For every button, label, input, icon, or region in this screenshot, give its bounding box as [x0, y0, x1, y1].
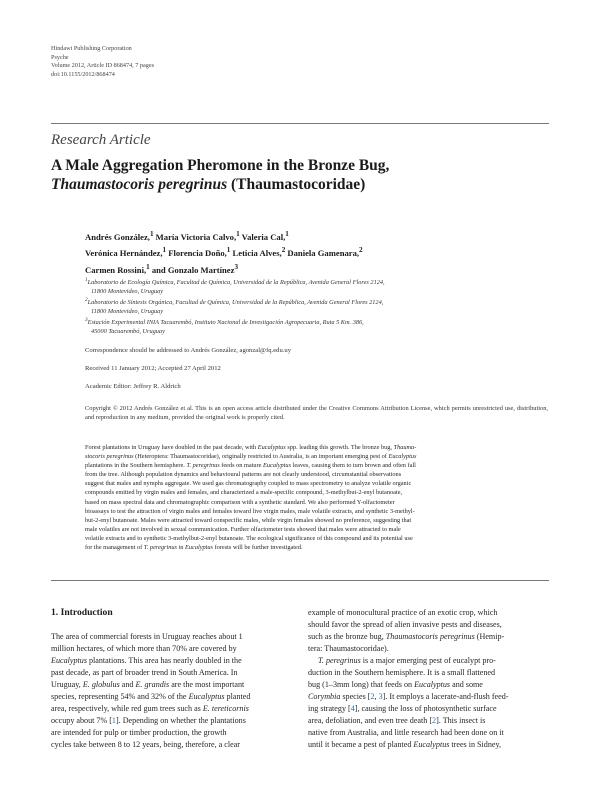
- text-run: past decade, as part of broader trend in South America. In: [51, 668, 238, 677]
- text-run: are intended for pulp or timber production, the growth: [51, 728, 227, 737]
- text-run: area, defoliation, and even tree death [: [308, 716, 433, 725]
- abstract-line: [85, 543, 549, 552]
- text-run: occupy about 7% [: [51, 716, 112, 725]
- abstract-line: [85, 461, 549, 470]
- title-line-1: A Male Aggregation Pheromone in the Bronze Bug,: [51, 157, 390, 174]
- author-affiliation-mark: 3: [234, 262, 239, 271]
- abstract: [85, 443, 549, 552]
- text-run: ], causing the loss of photosynthetic surface: [354, 704, 497, 713]
- body-line: [51, 679, 292, 691]
- affiliation-mark: 2: [85, 297, 88, 304]
- text-run: are the most important: [169, 680, 245, 689]
- author-name: and Gonzalo Martínez: [149, 264, 235, 275]
- author-list: [85, 228, 363, 277]
- italic-text: Thauma-: [393, 444, 417, 451]
- body-line: [308, 715, 549, 727]
- text-run: (Hemip-: [474, 632, 505, 641]
- author-affiliation-mark: 1: [226, 246, 231, 255]
- text-run: ing strategy [: [308, 704, 351, 713]
- affiliation-city: 11800 Montevideo, Uruguay: [91, 308, 164, 316]
- text-run: leaves, causing them to turn brown and often fall: [291, 462, 416, 470]
- affiliation-text: Laboratorio de Síntesis Orgánica, Facultad de Química, Universidad de la República, Avenida General Flores 2124,: [87, 299, 384, 307]
- author-affiliation-mark: 2: [281, 246, 286, 255]
- italic-text: Eucalyptus: [257, 444, 286, 451]
- author-affiliation-mark: 1: [285, 230, 289, 238]
- text-run: area, respectively, while red gum trees such as: [51, 704, 203, 713]
- text-run: ,: [374, 692, 379, 701]
- italic-text: Eucalyptus: [388, 453, 417, 461]
- abstract-line: [85, 488, 549, 497]
- body-line: [51, 739, 292, 751]
- italic-text: Eucalyptus: [414, 680, 451, 689]
- body-line: [308, 667, 549, 679]
- author-name: Valeria Cal,: [239, 231, 286, 242]
- title-line-2: [51, 175, 551, 194]
- affiliations: [85, 276, 385, 336]
- abstract-line: [85, 470, 549, 479]
- copyright-notice: Copyright © 2012 Andrés González et al. This is an open access article distributed under the Creative Commons Attribution License, which permits unrestricted use, distribution, and reproduction in any medium, provided the original work is properly cited.: [85, 405, 548, 421]
- body-line: [51, 667, 292, 679]
- text-run: compounds emitted by virgin males and females, and characterized a male-specific compound, 3-methylbut-2-enyl butanoate,: [85, 489, 403, 497]
- text-run: Uruguay,: [51, 680, 83, 689]
- body-line: [308, 655, 549, 667]
- journal-header: [51, 45, 154, 79]
- text-run: bug (1–3mm long) that feeds on: [308, 680, 415, 689]
- text-run: species, representing 54% and 32% of the: [51, 692, 189, 701]
- text-run: species [: [340, 692, 371, 701]
- text-run: duction in the Southern hemisphere. It is a small flattened: [308, 668, 496, 677]
- citation-link[interactable]: 2: [432, 716, 437, 725]
- text-run: bioassays to test the attraction of virgin males and females toward live virgin males, male volatile extracts, and synthetic 3-methyl-: [85, 507, 415, 515]
- italic-text: stocoris peregrinus: [85, 453, 134, 461]
- body-line: [308, 643, 549, 655]
- author-affiliation-mark: 1: [149, 230, 154, 238]
- author-line: [85, 228, 363, 244]
- body-column-left: [51, 631, 292, 751]
- body-line: [51, 727, 292, 739]
- citation-link[interactable]: 2: [370, 692, 375, 701]
- italic-text: Corymbia: [308, 692, 341, 701]
- text-run: tera: Thaumastocoridae).: [308, 644, 389, 653]
- abstract-line: [85, 534, 549, 543]
- text-run: plantations in the Southern hemisphere.: [85, 462, 187, 470]
- author-name: Daniela Gamenara,: [285, 248, 360, 259]
- section-heading: 1. Introduction: [51, 607, 113, 618]
- author-name: Verónica Hernández,: [85, 248, 163, 259]
- text-run: feeds on mature: [219, 462, 264, 470]
- italic-text: Eucalyptus: [185, 544, 214, 552]
- text-run: ]. It employs a lacerate-and-flush feed-: [382, 692, 509, 701]
- text-run: plantations. This area has nearly doubled in the: [86, 656, 242, 665]
- abstract-line: [85, 452, 549, 461]
- publisher-name: Hindawi Publishing Corporation: [51, 45, 132, 52]
- page-title: [51, 156, 551, 194]
- abstract-line: [85, 516, 549, 525]
- text-run: ]. This insect is: [436, 716, 486, 725]
- body-line: [308, 691, 549, 703]
- body-line: [51, 691, 292, 703]
- correspondence: Correspondence should be addressed to Andrés González, agonzal@fq.edu.uy: [85, 347, 292, 354]
- body-line: [51, 655, 292, 667]
- article-type: Research Article: [51, 132, 151, 148]
- body-line: [308, 679, 549, 691]
- text-run: suggest that males and nymphs aggregate. We used gas chromatography coupled to mass spectrometry to analyze volatile organic: [85, 480, 412, 488]
- species-name: Thaumastocoris peregrinus: [51, 176, 228, 193]
- text-run: ]. Depending on whether the plantations: [115, 716, 246, 725]
- text-run: is a major emerging pest of eucalypt pro-: [360, 656, 496, 665]
- italic-text: T. peregrinus: [143, 544, 177, 552]
- text-run: Forest plantations in Uruguay have doubled in the past decade, with: [85, 444, 258, 451]
- academic-editor: Academic Editor: Jeffrey R. Aldrich: [85, 383, 181, 390]
- italic-text: T. peregrinus: [186, 462, 220, 470]
- body-line: [308, 739, 549, 751]
- abstract-line: [85, 479, 549, 488]
- text-run: forests will be further investigated.: [213, 544, 303, 552]
- family-name: (Thaumastocoridae): [227, 176, 366, 193]
- italic-text: E. globulus: [82, 680, 120, 689]
- body-line: [51, 715, 292, 727]
- body-line: [51, 703, 292, 715]
- text-run: until it became a pest of planted: [308, 740, 414, 749]
- abstract-line: [85, 507, 549, 516]
- italic-text: Eucalyptus: [188, 692, 225, 701]
- affiliation: [85, 296, 385, 316]
- abstract-line: [85, 498, 549, 507]
- citation-link[interactable]: 3: [378, 692, 383, 701]
- abstract-divider: [51, 580, 549, 581]
- author-affiliation-mark: 1: [236, 230, 240, 238]
- author-name: Florencia Doño,: [166, 248, 227, 259]
- header-divider: [51, 123, 549, 124]
- text-run: but-2-enyl butanoate. Males were attracted toward conspecific males, while virgin females showed no preference, suggesting that: [85, 516, 412, 524]
- author-line: [85, 261, 363, 277]
- italic-text: E. grandis: [135, 680, 170, 689]
- body-line: [51, 631, 292, 643]
- text-run: male volatiles are not involved in sexual communication. Further olfactometer tests showed that males were attracted to male: [85, 525, 401, 533]
- citation-link[interactable]: 1: [111, 716, 116, 725]
- affiliation-text: Laboratorio de Ecología Química, Facultad de Química, Universidad de la República, Avenida General Flores 2124,: [87, 279, 385, 287]
- body-line: [51, 643, 292, 655]
- citation-link[interactable]: 4: [350, 704, 355, 713]
- doi: doi:10.1155/2012/868474: [51, 70, 115, 78]
- author-name: María Victoria Calvo,: [153, 231, 237, 242]
- affiliation-city: 11800 Montevideo, Uruguay: [91, 288, 164, 296]
- affiliation-mark: 1: [85, 277, 88, 283]
- body-line: [308, 607, 549, 619]
- text-run: for the management of: [85, 544, 144, 552]
- author-line: [85, 244, 363, 260]
- affiliation-city: 45000 Tacuarembó, Uruguay: [91, 328, 165, 336]
- affiliation: [85, 316, 385, 336]
- italic-text: Eucalyptus: [263, 462, 292, 470]
- text-run: based on mass spectral data and chromatographic comparison with a synthetic standard. We also performed Y-olfactometer: [85, 498, 395, 506]
- text-run: in: [176, 544, 186, 552]
- text-run: such as the bronze bug,: [308, 632, 386, 641]
- text-run: and: [119, 680, 136, 689]
- text-run: example of monocultural practice of an exotic crop, which: [308, 608, 498, 617]
- author-name: Leticia Alves,: [230, 248, 282, 259]
- text-run: native from Australia, and little research had been done on it: [308, 728, 504, 737]
- author-affiliation-mark: 1: [146, 262, 150, 271]
- body-line: [308, 703, 549, 715]
- text-run: from the tree. Although population dynamics and behavioural patterns are not clearly understood, circumstantial observations: [85, 471, 402, 479]
- text-run: (Heteroptera: Thaumastocoridae), originally restricted to Australia, is an important emerging pest of: [133, 453, 389, 461]
- abstract-line: [85, 525, 549, 534]
- italic-text: E. tereticornis: [202, 704, 249, 713]
- author-name: Andrés González,: [85, 231, 150, 242]
- text-run: planted: [224, 692, 251, 701]
- volume-info: Volume 2012, Article ID 868474, 7 pages: [51, 62, 154, 70]
- affiliation: [85, 276, 385, 296]
- italic-text: T. peregrinus: [318, 656, 361, 665]
- body-line: [308, 631, 549, 643]
- text-run: volatile extracts and to synthetic 3-methylbut-2-enyl butanoate. The ecological significance of this compound and its potential use: [85, 534, 413, 542]
- text-run: cycles take between 8 to 12 years, being, therefore, a clear: [51, 740, 240, 749]
- text-run: should favor the spread of alien invasive pests and diseases,: [308, 620, 502, 629]
- author-affiliation-mark: 2: [359, 246, 363, 255]
- text-run: trees in Sidney,: [449, 740, 502, 749]
- italic-text: Eucalyptus: [413, 740, 450, 749]
- abstract-line: [85, 443, 549, 452]
- text-run: spp. leading this growth. The bronze bug,: [285, 444, 394, 451]
- italic-text: Eucalyptus: [51, 656, 87, 665]
- body-line: [308, 727, 549, 739]
- body-line: [308, 619, 549, 631]
- body-column-right: [308, 607, 549, 751]
- affiliation-text: Estación Experimental INIA Tacuarembó, Instituto Nacional de Investigación Agropecuaria, Ruta 5 Km. 386,: [87, 319, 364, 327]
- text-run: and some: [450, 680, 483, 689]
- received-accepted-dates: Received 11 January 2012; Accepted 27 April 2012: [85, 365, 221, 372]
- italic-text: Thaumastocoris peregrinus: [385, 632, 475, 641]
- author-name: Carmen Rossini,: [85, 264, 147, 275]
- text-run: The area of commercial forests in Uruguay reaches about 1: [51, 632, 243, 641]
- text-run: million hectares, of which more than 70% are covered by: [51, 644, 237, 653]
- author-affiliation-mark: 1: [162, 246, 167, 255]
- journal-name: Psyche: [51, 53, 69, 61]
- affiliation-mark: 3: [85, 317, 88, 324]
